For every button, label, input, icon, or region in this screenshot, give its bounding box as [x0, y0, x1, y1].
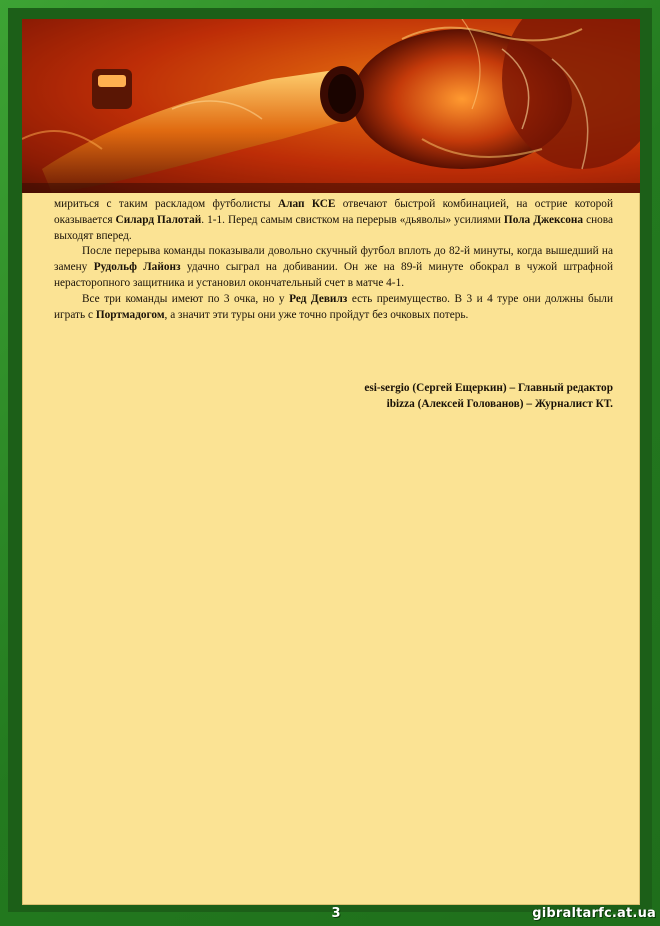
signature-editor: esi-sergio (Сергей Ещеркин) – Главный редактор	[364, 382, 613, 394]
article-body	[54, 197, 613, 323]
team-name: Алап КСЕ	[277, 198, 336, 210]
document-page	[22, 19, 640, 905]
player-name: Пола Джексона	[503, 213, 584, 226]
banner-image	[22, 19, 640, 193]
player-name: Рудольф Лайонз	[93, 261, 181, 274]
article-paragraph: После перерыва команды показывали довольно скучный футбол вплоть до 82-й минуты, когда вышедший на замену Рудольф Лайонз удачно сыграл на добивании. Он же на 89-й минуте обокрал в чужой штрафной нерасторопного защитника и установил окончательный счет в матче 4-1.	[54, 245, 613, 289]
signature-journalist: ibizza (Алексей Голованов) – Журналист КТ.	[386, 397, 613, 410]
player-name: Силард Палотай	[115, 213, 202, 226]
team-name: Ред Девилз	[289, 292, 348, 305]
article-paragraph: Все три команды имеют по 3 очка, но у Ред Девилз есть преимущество. В 3 и 4 туре они должны были играть с Портмадогом, а значит эти туры они уже точно пройдут без очковых потерь.	[54, 292, 613, 321]
article-paragraph: мириться с таким раскладом футболисты Алап КСЕ отвечают быстрой комбинацией, на острие которой оказывается Силард Палотай. 1-1. Перед самым свистком на перерыв «дьяволы» усилиями Пола Джексона снова выходят вперед.	[54, 198, 614, 242]
site-url[interactable]: gibraltarfc.at.ua	[532, 906, 656, 921]
article-signature	[364, 381, 613, 413]
page-number: 3	[331, 906, 341, 921]
banner-artwork	[22, 19, 640, 193]
team-name: Портмадогом	[95, 308, 165, 321]
